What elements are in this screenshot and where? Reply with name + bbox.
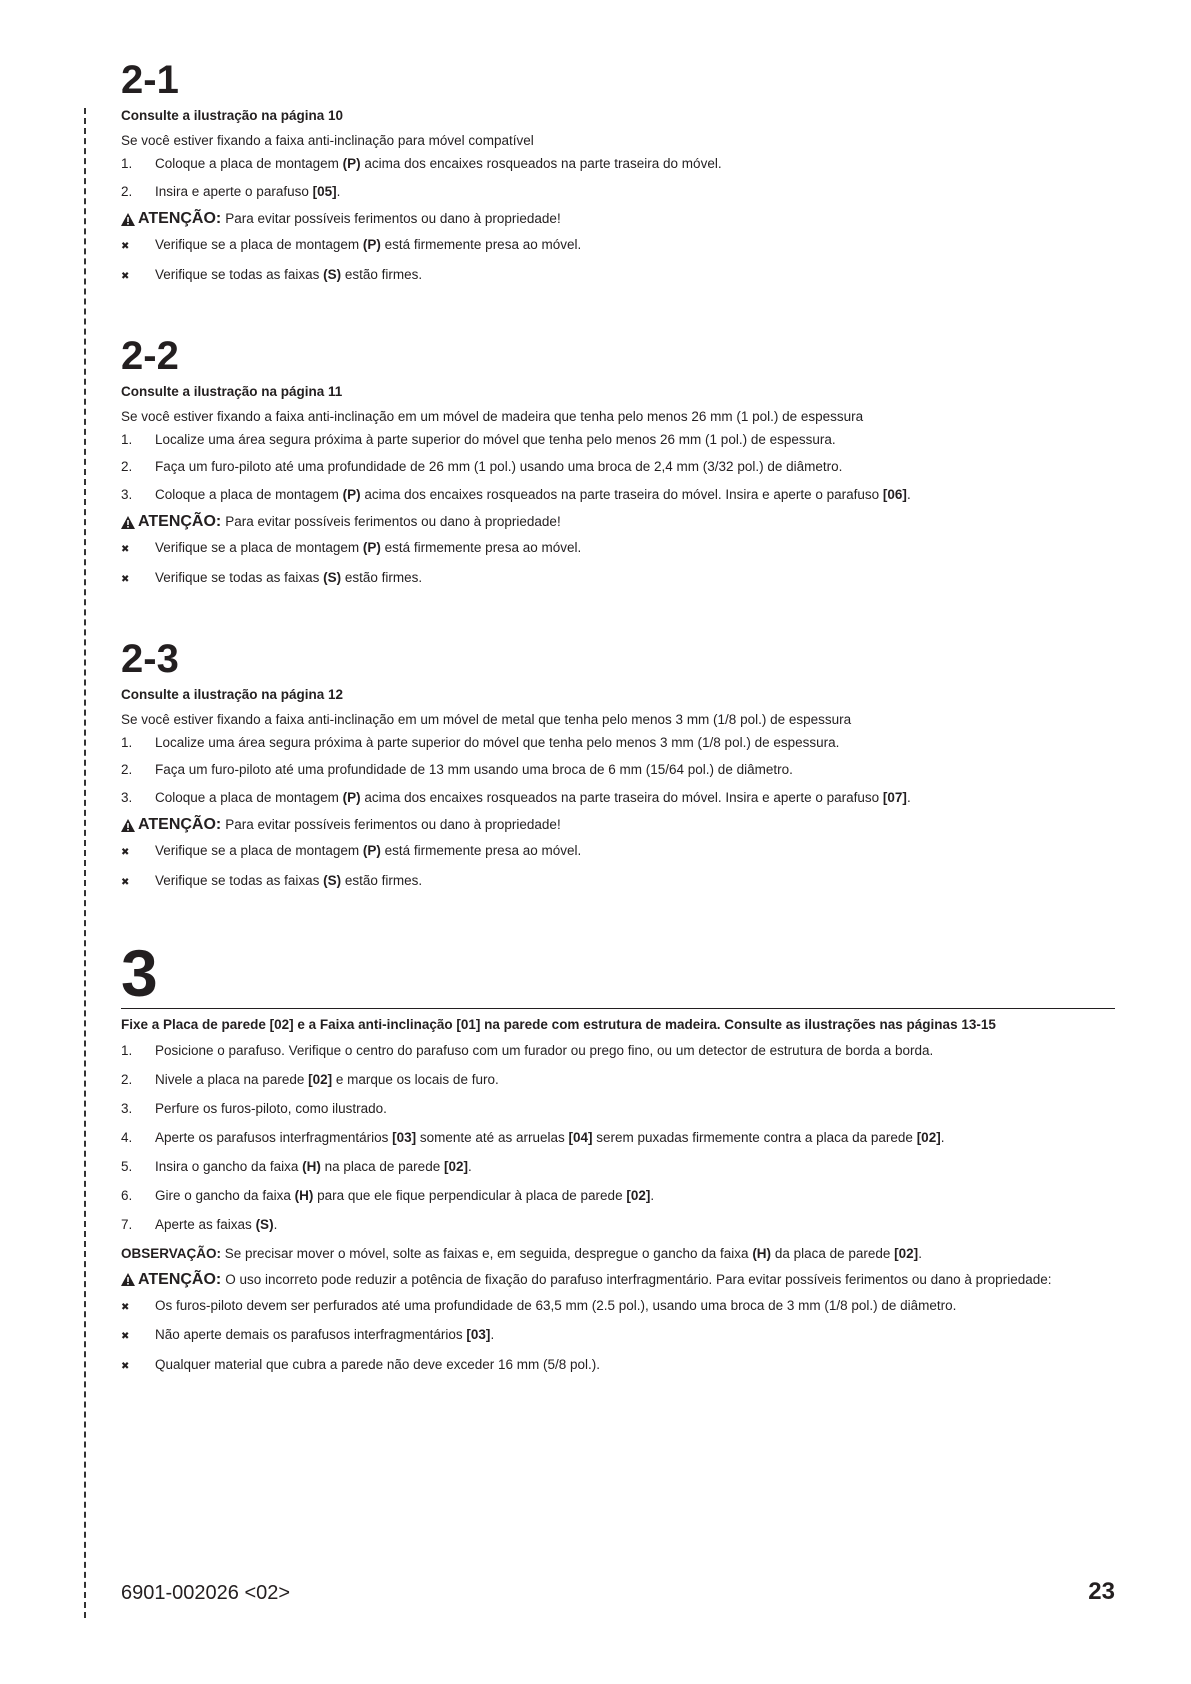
step-text: Insira o gancho da faixa (H) na placa de parede [02].	[155, 1158, 472, 1174]
step-text: Localize uma área segura próxima à parte superior do móvel que tenha pelo menos 3 mm (1/8 pol.) de espessura.	[155, 734, 840, 750]
cross-bullet-icon: ✖	[121, 544, 130, 555]
step-item	[121, 1216, 1115, 1234]
step-number: 2.	[121, 762, 133, 777]
step-item	[121, 761, 1115, 779]
section-2-3	[121, 636, 1115, 892]
section-heading: Fixe a Placa de parede [02] e a Faixa anti-inclinação [01] na parede com estrutura de madeira. Consulte as ilustrações nas páginas 13-15	[121, 1016, 996, 1032]
section-title: 3	[121, 935, 158, 1010]
step-item	[121, 1071, 1115, 1089]
section-divider	[121, 1008, 1115, 1009]
step-number: 3.	[121, 789, 133, 805]
section-title: 2-1	[121, 58, 179, 102]
step-number: 1.	[121, 1042, 133, 1058]
step-text: Faça um furo-piloto até uma profundidade de 26 mm (1 pol.) usando uma broca de 2,4 mm (3/32 pol.) de diâmetro.	[155, 459, 843, 474]
check-text: Qualquer material que cubra a parede não deve exceder 16 mm (5/8 pol.).	[155, 1356, 601, 1372]
warning-triangle-icon	[121, 516, 135, 529]
step-text: Coloque a placa de montagem (P) acima dos encaixes rosqueados na parte traseira do móvel. Insira e aperte o parafuso [06].	[155, 486, 911, 502]
step-item	[121, 1158, 1115, 1176]
section-intro: Se você estiver fixando a faixa anti-inclinação para móvel compatível	[121, 133, 534, 148]
step-item	[121, 789, 1115, 807]
cross-bullet-icon: ✖	[121, 1331, 130, 1342]
check-item	[121, 1297, 1115, 1317]
step-item	[121, 1187, 1115, 1205]
step-number: 7.	[121, 1216, 133, 1232]
section-intro: Se você estiver fixando a faixa anti-inclinação em um móvel de metal que tenha pelo menos 3 mm (1/8 pol.) de espessura	[121, 711, 852, 727]
cross-bullet-icon: ✖	[121, 270, 130, 282]
warning-line	[121, 210, 1115, 228]
step-item	[121, 486, 1115, 504]
section-intro: Se você estiver fixando a faixa anti-inclinação em um móvel de madeira que tenha pelo menos 26 mm (1 pol.) de espessura	[121, 408, 864, 424]
illustration-reference: Consulte a ilustração na página 12	[121, 686, 344, 702]
step-item	[121, 1042, 1115, 1060]
step-number: 3.	[121, 1100, 133, 1116]
cut-line	[84, 108, 86, 1618]
section-2-1	[121, 60, 1115, 286]
check-text: Os furos-piloto devem ser perfurados até uma profundidade de 63,5 mm (2.5 pol.), usando uma broca de 3 mm (1/8 pol.) de diâmetro.	[155, 1297, 957, 1313]
check-item	[121, 1326, 1115, 1346]
step-number: 4.	[121, 1129, 133, 1145]
cross-bullet-icon: ✖	[121, 573, 130, 585]
section-title: 2-2	[121, 333, 179, 378]
check-item	[121, 842, 1115, 862]
cross-bullet-icon: ✖	[121, 876, 130, 888]
step-number: 2.	[121, 1071, 133, 1087]
section-3	[121, 935, 1115, 1376]
step-number: 1.	[121, 431, 133, 447]
note-label: OBSERVAÇÃO:	[121, 1245, 222, 1261]
illustration-reference: Consulte a ilustração na página 10	[121, 108, 344, 123]
step-text: Aperte os parafusos interfragmentários [03] somente até as arruelas [04] serem puxadas firmemente contra a placa da parede [02].	[155, 1129, 945, 1145]
cross-bullet-icon: ✖	[121, 241, 130, 252]
page-number: 23	[1088, 1578, 1115, 1605]
check-item	[121, 539, 1115, 559]
warning-text: Para evitar possíveis ferimentos ou dano à propriedade!	[225, 514, 561, 529]
step-number: 5.	[121, 1158, 133, 1174]
document-number: 6901-002026 <02>	[121, 1582, 291, 1604]
note-line: OBSERVAÇÃO: Se precisar mover o móvel, solte as faixas e, em seguida, despregue o gancho da faixa (H) da placa de parede [02].	[121, 1245, 922, 1261]
warning-triangle-icon	[121, 819, 135, 832]
step-text: Faça um furo-piloto até uma profundidade de 13 mm usando uma broca de 6 mm (15/64 pol.) de diâmetro.	[155, 762, 793, 777]
step-text: Perfure os furos-piloto, como ilustrado.	[155, 1100, 387, 1116]
check-item	[121, 266, 1115, 286]
check-text: Verifique se a placa de montagem (P) está firmemente presa ao móvel.	[155, 237, 582, 252]
warning-label: ATENÇÃO:	[138, 513, 222, 530]
warning-triangle-icon	[121, 1273, 135, 1286]
step-number: 1.	[121, 734, 133, 750]
check-text: Verifique se todas as faixas (S) estão firmes.	[155, 872, 423, 888]
warning-line	[121, 1271, 1115, 1289]
warning-text: O uso incorreto pode reduzir a potência de fixação do parafuso interfragmentário. Para evitar possíveis ferimentos ou dano à propriedade:	[225, 1271, 1052, 1287]
step-item	[121, 183, 1115, 201]
step-item	[121, 155, 1115, 173]
warning-line	[121, 513, 1115, 531]
step-number: 1.	[121, 156, 133, 171]
check-text: Verifique se todas as faixas (S) estão firmes.	[155, 569, 423, 585]
check-item	[121, 569, 1115, 589]
check-item	[121, 1356, 1115, 1376]
illustration-reference: Consulte a ilustração na página 11	[121, 383, 343, 399]
warning-label: ATENÇÃO:	[138, 210, 222, 227]
step-number: 6.	[121, 1187, 133, 1203]
step-text: Coloque a placa de montagem (P) acima dos encaixes rosqueados na parte traseira do móvel.	[155, 156, 722, 171]
cross-bullet-icon: ✖	[121, 1360, 130, 1372]
step-text: Gire o gancho da faixa (H) para que ele fique perpendicular à placa de parede [02].	[155, 1187, 655, 1203]
check-item	[121, 236, 1115, 256]
check-text: Verifique se a placa de montagem (P) está firmemente presa ao móvel.	[155, 540, 582, 555]
check-text: Não aperte demais os parafusos interfragmentários [03].	[155, 1327, 495, 1342]
warning-label: ATENÇÃO:	[138, 1270, 222, 1288]
step-item	[121, 1129, 1115, 1147]
warning-label: ATENÇÃO:	[138, 816, 222, 833]
warning-line	[121, 816, 1115, 834]
step-text: Nivele a placa na parede [02] e marque os locais de furo.	[155, 1071, 499, 1087]
step-text: Insira e aperte o parafuso [05].	[155, 183, 341, 199]
warning-triangle-icon	[121, 213, 135, 226]
warning-text: Para evitar possíveis ferimentos ou dano à propriedade!	[225, 211, 561, 226]
step-number: 2.	[121, 459, 133, 474]
step-item	[121, 1100, 1115, 1118]
check-text: Verifique se todas as faixas (S) estão firmes.	[155, 266, 423, 282]
step-item	[121, 431, 1115, 449]
step-item	[121, 734, 1115, 752]
step-text: Aperte as faixas (S).	[155, 1216, 278, 1232]
check-item	[121, 872, 1115, 892]
cross-bullet-icon: ✖	[121, 1301, 130, 1313]
cross-bullet-icon: ✖	[121, 847, 130, 858]
step-number: 3.	[121, 486, 133, 502]
step-text: Localize uma área segura próxima à parte superior do móvel que tenha pelo menos 26 mm (1 pol.) de espessura.	[155, 431, 836, 447]
section-2-2	[121, 333, 1115, 589]
step-number: 2.	[121, 183, 133, 199]
section-title: 2-3	[121, 636, 179, 681]
warning-text: Para evitar possíveis ferimentos ou dano à propriedade!	[225, 817, 561, 832]
step-text: Coloque a placa de montagem (P) acima dos encaixes rosqueados na parte traseira do móvel. Insira e aperte o parafuso [07].	[155, 789, 911, 805]
page-content	[121, 60, 1115, 1385]
step-text: Posicione o parafuso. Verifique o centro do parafuso com um furador ou prego fino, ou um detector de estrutura de borda a borda.	[155, 1042, 934, 1058]
check-text: Verifique se a placa de montagem (P) está firmemente presa ao móvel.	[155, 843, 582, 858]
step-item	[121, 458, 1115, 476]
